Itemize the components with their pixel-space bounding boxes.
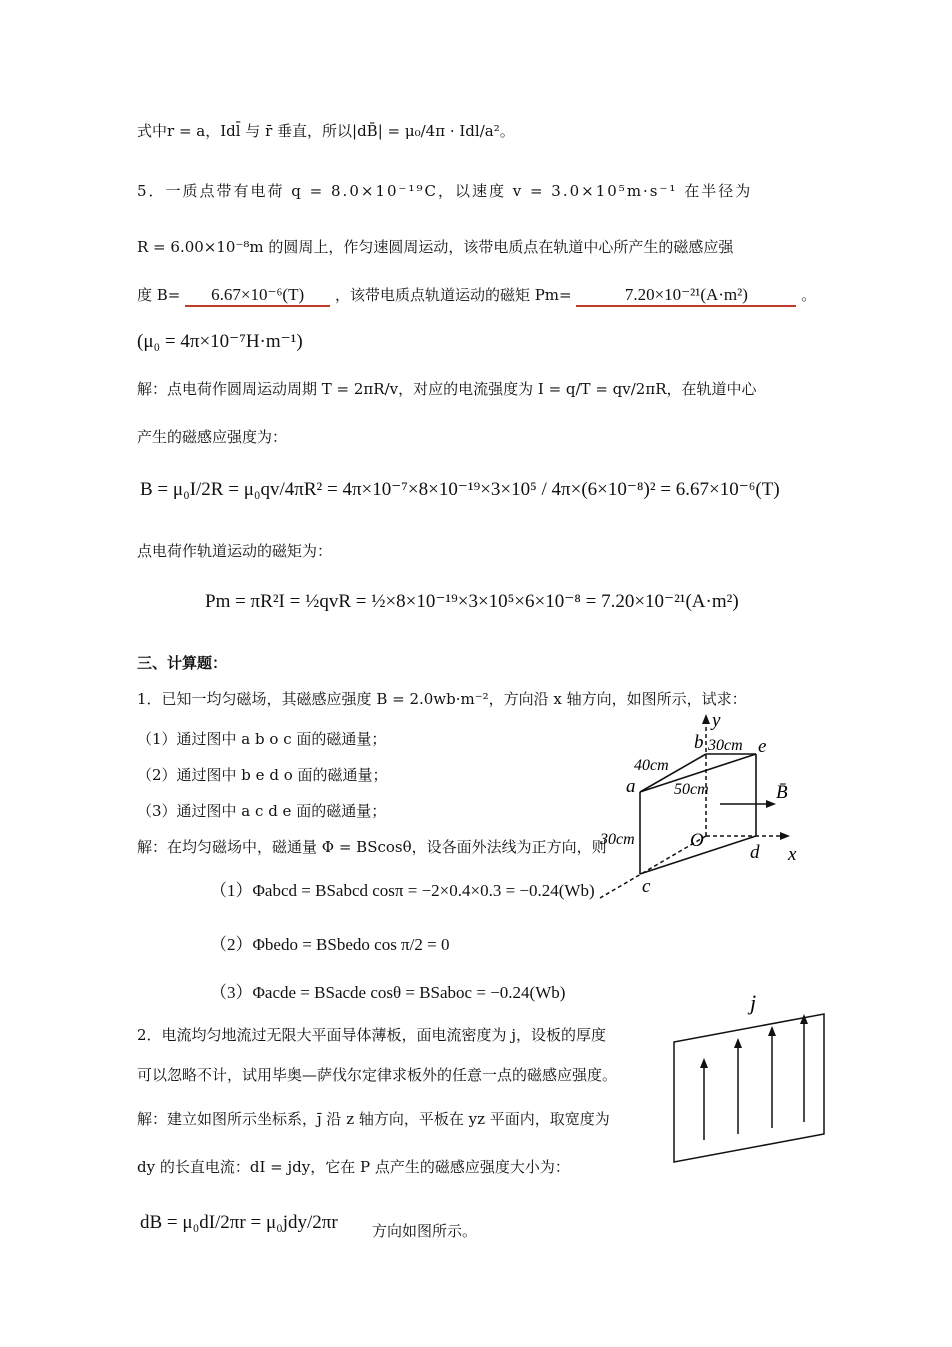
label-O: O <box>690 830 704 851</box>
current-arrow-3-icon <box>768 1026 776 1036</box>
dim-30cm-top: 30cm <box>708 737 743 754</box>
p2-stem-2: 可以忽略不计，试用毕奥—萨伐尔定律求板外的任意一点的磁感应强度。 <box>137 1066 618 1084</box>
current-sheet-figure <box>668 990 838 1170</box>
x-axis-arrow-icon <box>780 832 790 840</box>
current-arrow-2-icon <box>734 1038 742 1048</box>
section-title: 三、计算题： <box>137 654 228 672</box>
label-b: b <box>694 732 704 753</box>
p1-solution: 解：在均匀磁场中，磁通量 Φ = BScosθ，设各面外法线为正方向，则 <box>137 838 607 856</box>
equation-pm: Pm = πR²I = ½qvR = ½×8×10⁻¹⁹×3×10⁵×6×10⁻⁸ = 7.20×10⁻²¹(A·m²) <box>205 591 739 612</box>
q5-line3-suffix: 。 <box>801 286 817 304</box>
p2-stem-1: 2．电流均匀地流过无限大平面导体薄板，面电流密度为 j，设板的厚度 <box>137 1026 606 1044</box>
p1-question-3: （3）通过图中 a c d e 面的磁通量； <box>137 802 387 820</box>
q5-line3 <box>137 284 816 307</box>
label-x: x <box>788 844 797 865</box>
p2-direction: 方向如图所示。 <box>372 1222 478 1240</box>
dim-50cm: 50cm <box>674 781 709 798</box>
dim-40cm: 40cm <box>634 757 669 774</box>
label-y: y <box>712 710 721 731</box>
label-c: c <box>642 876 651 897</box>
mu0-constant: (μ₀ = 4π×10⁻⁷H·m⁻¹) <box>137 331 303 352</box>
equation-b: B = μ₀I/2R = μ₀qv/4πR² = 4π×10⁻⁷×8×10⁻¹⁹×3×10⁵ / 4π×(6×10⁻⁸)² = 6.67×10⁻⁶(T) <box>140 479 780 500</box>
box-field-figure <box>590 706 810 906</box>
label-j: j <box>750 990 757 1015</box>
intro-line <box>137 120 515 141</box>
q5-line1: 5．一质点带有电荷 q = 8.0×10⁻¹⁹C，以速度 v = 3.0×10⁵m·s⁻¹ 在半径为 <box>137 182 753 200</box>
p2-solution-2: dy 的长直电流：dI = jdy，它在 P 点产生的磁感应强度大小为： <box>137 1158 570 1176</box>
p1-stem: 1．已知一均匀磁场，其磁感应强度 B = 2.0wb·m⁻²，方向沿 x 轴方向，如图所示，试求： <box>137 690 747 708</box>
current-arrow-1-icon <box>700 1058 708 1068</box>
q5-solution-2: 产生的磁感应强度为： <box>137 428 288 446</box>
label-e: e <box>758 736 767 757</box>
p2-equation: dB = μ₀dI/2πr = μ₀jdy/2πr <box>140 1212 338 1233</box>
p1-answer-2: （2）Φbedo = BSbedo cos π/2 = 0 <box>210 935 450 954</box>
y-axis-arrow-icon <box>702 714 710 724</box>
plate-outline <box>674 1014 824 1162</box>
q5-line3-prefix: 度 B= <box>137 286 181 304</box>
dim-30cm-side: 30cm <box>600 831 635 848</box>
q5-solution-3: 点电荷作轨道运动的磁矩为： <box>137 542 333 560</box>
p1-answer-1: （1）Φabcd = BSabcd cosπ = −2×0.4×0.3 = −0.24(Wb) <box>210 881 595 900</box>
p1-question-1: （1）通过图中 a b o c 面的磁通量； <box>137 730 387 748</box>
answer-pm: 7.20×10⁻²¹(A·m²) <box>576 285 796 307</box>
p1-answer-3: （3）Φacde = BSacde cosθ = BSaboc = −0.24(Wb) <box>210 983 566 1002</box>
label-B: B̄ <box>776 782 788 803</box>
label-a: a <box>626 776 636 797</box>
q5-line3-mid: ，该带电质点轨道运动的磁矩 Pm= <box>334 286 572 304</box>
q5-solution-1: 解：点电荷作圆周运动周期 T = 2πR/v，对应的电流强度为 I = q/T = qv/2πR，在轨道中心 <box>137 380 757 398</box>
label-d: d <box>750 842 760 863</box>
intro-text: 式中r = a，Idl̄ 与 r̄ 垂直，所以|dB̄| = μ₀/4π · Idl/a²。 <box>137 122 515 140</box>
p1-question-2: （2）通过图中 b e d o 面的磁通量； <box>137 766 388 784</box>
p2-solution-1: 解：建立如图所示坐标系，j̄ 沿 z 轴方向，平板在 yz 平面内，取宽度为 <box>137 1110 610 1128</box>
q5-line2: R = 6.00×10⁻⁸m 的圆周上，作匀速圆周运动，该带电质点在轨道中心所产生的磁感应强 <box>137 238 734 256</box>
b-field-arrow-icon <box>766 800 776 808</box>
answer-b: 6.67×10⁻⁶(T) <box>185 285 330 307</box>
